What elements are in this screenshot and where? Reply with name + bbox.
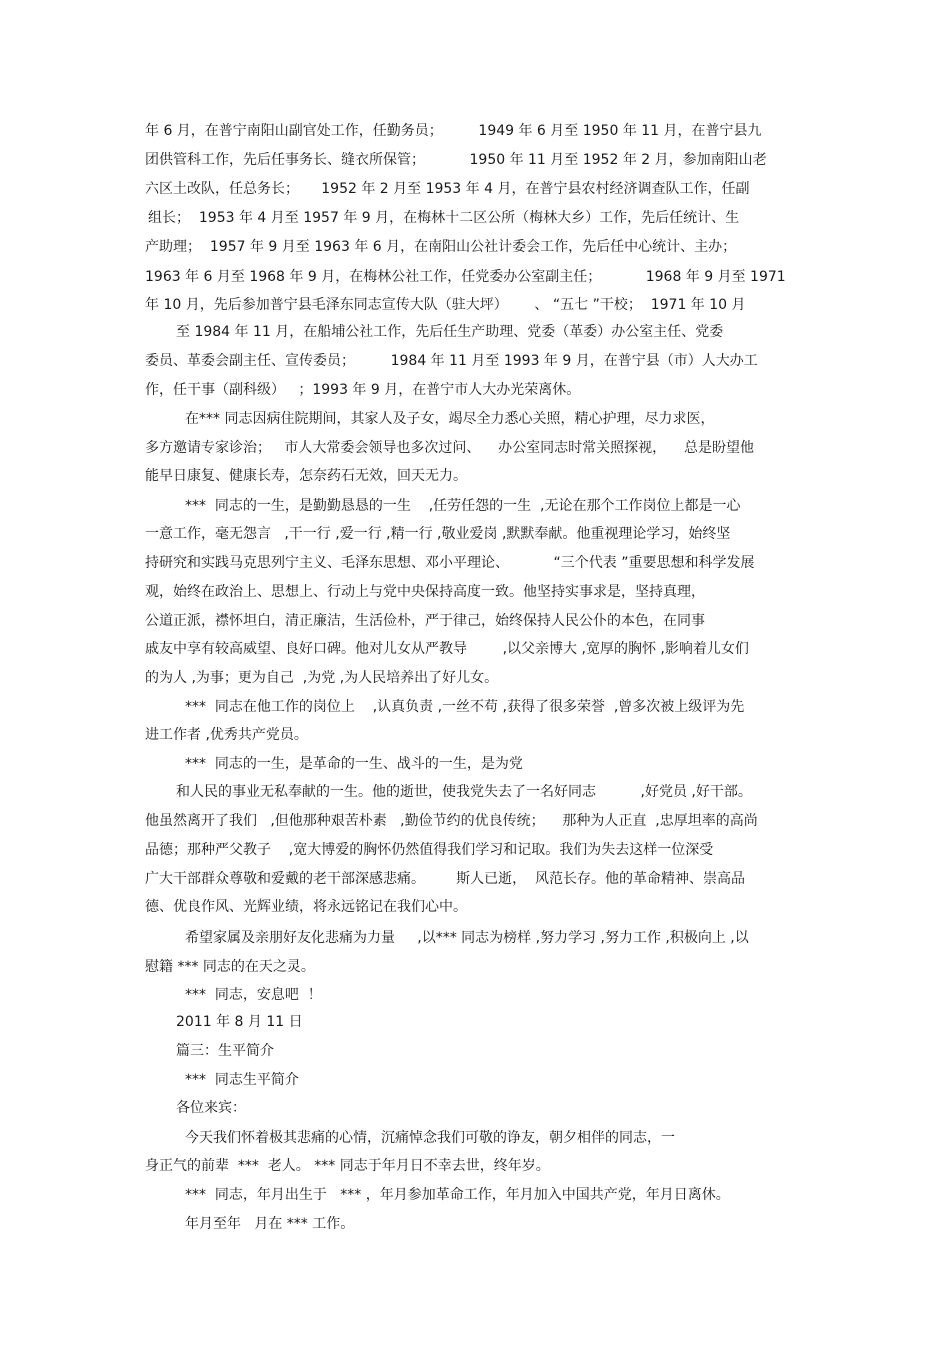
section-heading: 篇三：生平简介 <box>176 1043 274 1059</box>
text-line: 观，始终在政治上、思想上、行动上与党中央保持高度一致。他坚持实事求是，坚持真理， <box>145 584 705 600</box>
text-line: 年 10 月，先后参加普宁县毛泽东同志宣传大队（驻大坪） 、 “五七 ”干校； 1971 年 10 月 <box>145 297 746 313</box>
text-line: 组长； 1953 年 4 月至 1957 年 9 月，在梅林十二区公所（梅林大乡）工作，先后任统计、生 <box>148 210 740 226</box>
text-line: 团供管科工作，先后任事务长、缝衣所保管； 1950 年 11 月至 1952 年 2 月，参加南阳山老 <box>145 152 767 168</box>
text-line: *** 同志的一生，是革命的一生、战斗的一生，是为党 <box>185 756 523 772</box>
text-line: 年 6 月，在普宁南阳山副官处工作，任勤务员； 1949 年 6 月至 1950 年 11 月，在普宁县九 <box>145 123 762 139</box>
text-line: 和人民的事业无私奉献的一生。他的逝世，使我党失去了一名好同志 ,好党员 ,好干部。 <box>176 784 752 800</box>
text-line: *** 同志的一生，是勤勤恳恳的一生 ,任劳任怨的一生 ,无论在那个工作岗位上都是一心 <box>185 498 741 514</box>
text-line: 戚友中享有较高威望、良好口碑。他对儿女从严教导 ,以父亲博大 ,宽厚的胸怀 ,影响着儿女们 <box>145 641 749 657</box>
text-line: *** 同志在他工作的岗位上 ,认真负责 ,一丝不苟 ,获得了很多荣誉 ,曾多次被上级评为先 <box>185 699 745 715</box>
text-line: 至 1984 年 11 月，在船埔公社工作，先后任生产助理、党委（革委）办公室主任、党委 <box>176 324 724 340</box>
text-line: 持研究和实践马克思列宁主义、毛泽东思想、邓小平理论、 “三个代表 ”重要思想和科学发展 <box>145 555 755 571</box>
text-line: 六区土改队，任总务长； 1952 年 2 月至 1953 年 4 月，在普宁县农村经济调查队工作，任副 <box>145 181 750 197</box>
text-line: 能早日康复、健康长寿，怎奈药石无效，回天无力。 <box>145 468 467 484</box>
section-subtitle: *** 同志生平简介 <box>185 1072 299 1088</box>
text-line: 他虽然离开了我们 ,但他那种艰苦朴素 ,勤俭节约的优良传统； 那种为人正直 ,忠厚坦率的高尚 <box>145 813 758 829</box>
salutation: 各位来宾： <box>176 1100 246 1116</box>
text-line: 多方邀请专家诊治； 市人大常委会领导也多次过问、 办公室同志时常关照探视， 总是盼望他 <box>145 440 754 456</box>
text-line: 产助理； 1957 年 9 月至 1963 年 6 月，在南阳山公社计委会工作，先后任中心统计、主办； <box>145 239 737 255</box>
text-line: 进工作者 ,优秀共产党员。 <box>145 727 308 743</box>
text-line: 在*** 同志因病住院期间，其家人及子女，竭尽全力悉心关照，精心护理，尽力求医， <box>185 411 715 427</box>
text-line: 1963 年 6 月至 1968 年 9 月，在梅林公社工作，任党委办公室副主任； 1968 年 9 月至 1971 <box>145 269 786 285</box>
text-line: 公道正派，襟怀坦白，清正廉洁，生活俭朴，严于律己，始终保持人民公仆的本色，在同事 <box>145 613 705 629</box>
text-line: 德、优良作风、光辉业绩，将永远铭记在我们心中。 <box>145 899 467 915</box>
text-line: 委员、革委会副主任、宣传委员； 1984 年 11 月至 1993 年 9 月，在普宁县（市）人大办工 <box>145 353 758 369</box>
text-line: 2011 年 8 月 11 日 <box>176 1014 303 1030</box>
text-line: 身正气的前辈 *** 老人。 *** 同志于年月日不幸去世，终年岁。 <box>145 1158 550 1174</box>
text-line: 今天我们怀着极其悲痛的心情，沉痛悼念我们可敬的诤友，朝夕相伴的同志，一 <box>185 1130 675 1146</box>
text-line: 一意工作，毫无怨言 ,干一行 ,爱一行 ,精一行 ,敬业爱岗 ,默默奉献。他重视理论学习，始终坚 <box>145 526 731 542</box>
text-line: 希望家属及亲朋好友化悲痛为力量 ,以*** 同志为榜样 ,努力学习 ,努力工作 ,积极向上 ,以 <box>185 930 749 946</box>
text-line: 的为人 ,为事；更为自己 ,为党 ,为人民培养出了好儿女。 <box>145 670 499 686</box>
text-line: 年月至年 月在 *** 工作。 <box>185 1216 355 1232</box>
text-line: *** 同志，年月出生于 *** ，年月参加革命工作，年月加入中国共产党，年月日离休。 <box>185 1187 730 1203</box>
text-line: 品德；那种严父教子 ,宽大博爱的胸怀仍然值得我们学习和记取。我们为失去这样一位深受 <box>145 842 714 858</box>
text-line: *** 同志，安息吧 ！ <box>185 987 322 1003</box>
text-line: 慰籍 *** 同志的在天之灵。 <box>145 959 315 975</box>
text-line: 作，任干事（副科级） ；1993 年 9 月，在普宁市人大办光荣离休。 <box>145 382 581 398</box>
text-line: 广大干部群众尊敬和爱戴的老干部深感悲痛。 斯人已逝， 风范长存。他的革命精神、崇高品 <box>145 871 746 887</box>
